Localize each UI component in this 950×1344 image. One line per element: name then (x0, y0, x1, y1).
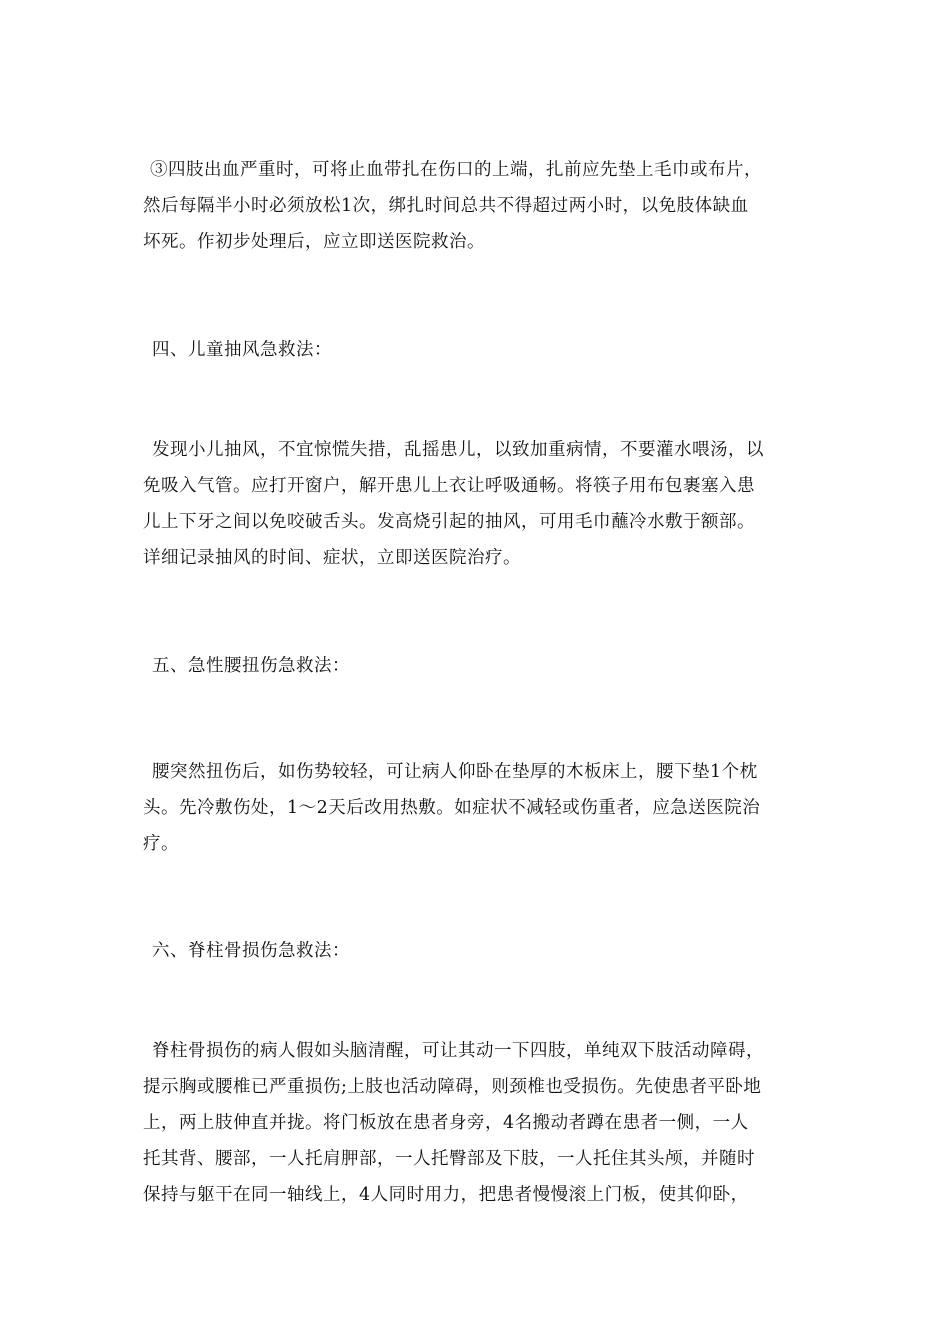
text-line: 保持与躯干在同一轴线上，4人同时用力，把患者慢慢滚上门板，使其仰卧， (143, 1185, 749, 1205)
text-line: ③四肢出血严重时，可将止血带扎在伤口的上端，扎前应先垫上毛巾或布片， (150, 160, 762, 180)
paragraph-spine (143, 1033, 808, 1213)
text-line: 儿上下牙之间以免咬破舌头。发高烧引起的抽风，可用毛巾蘸冷水敷于额部。 (143, 512, 755, 532)
text-line: 上，两上肢伸直并拢。将门板放在患者身旁，4名搬动者蹲在患者一侧，一人 (143, 1113, 749, 1133)
paragraph-convulsion (143, 432, 808, 576)
text-line: 提示胸或腰椎已严重损伤;上肢也活动障碍，则颈椎也受损伤。先使患者平卧地 (143, 1077, 762, 1097)
text-line: 发现小儿抽风，不宜惊慌失措，乱摇患儿，以致加重病情，不要灌水喂汤，以 (152, 440, 764, 460)
paragraph-back-sprain (143, 754, 808, 862)
paragraph-tourniquet (143, 152, 808, 260)
text-line: 腰突然扭伤后，如伤势较轻，可让病人仰卧在垫厚的木板床上，腰下垫1个枕 (152, 762, 758, 782)
section-heading-4: 四、儿童抽风急救法： (152, 340, 332, 360)
section-heading-6: 六、脊柱骨损伤急救法： (152, 941, 350, 961)
text-line: 免吸入气管。应打开窗户，解开患儿上衣让呼吸通畅。将筷子用布包裹塞入患 (143, 476, 755, 496)
text-line: 然后每隔半小时必须放松1次，绑扎时间总共不得超过两小时，以免肢体缺血 (143, 196, 749, 216)
text-line: 疗。 (143, 834, 179, 854)
text-line: 详细记录抽风的时间、症状，立即送医院治疗。 (143, 548, 521, 568)
text-line: 托其背、腰部，一人托肩胛部，一人托臀部及下肢，一人托住其头颅，并随时 (143, 1149, 755, 1169)
text-line: 头。先冷敷伤处，1～2天后改用热敷。如症状不减轻或伤重者，应急送医院治 (143, 798, 761, 818)
section-heading-5: 五、急性腰扭伤急救法： (152, 656, 350, 676)
text-line: 坏死。作初步处理后，应立即送医院救治。 (143, 232, 485, 252)
text-line: 脊柱骨损伤的病人假如头脑清醒，可让其动一下四肢，单纯双下肢活动障碍， (152, 1041, 764, 1061)
